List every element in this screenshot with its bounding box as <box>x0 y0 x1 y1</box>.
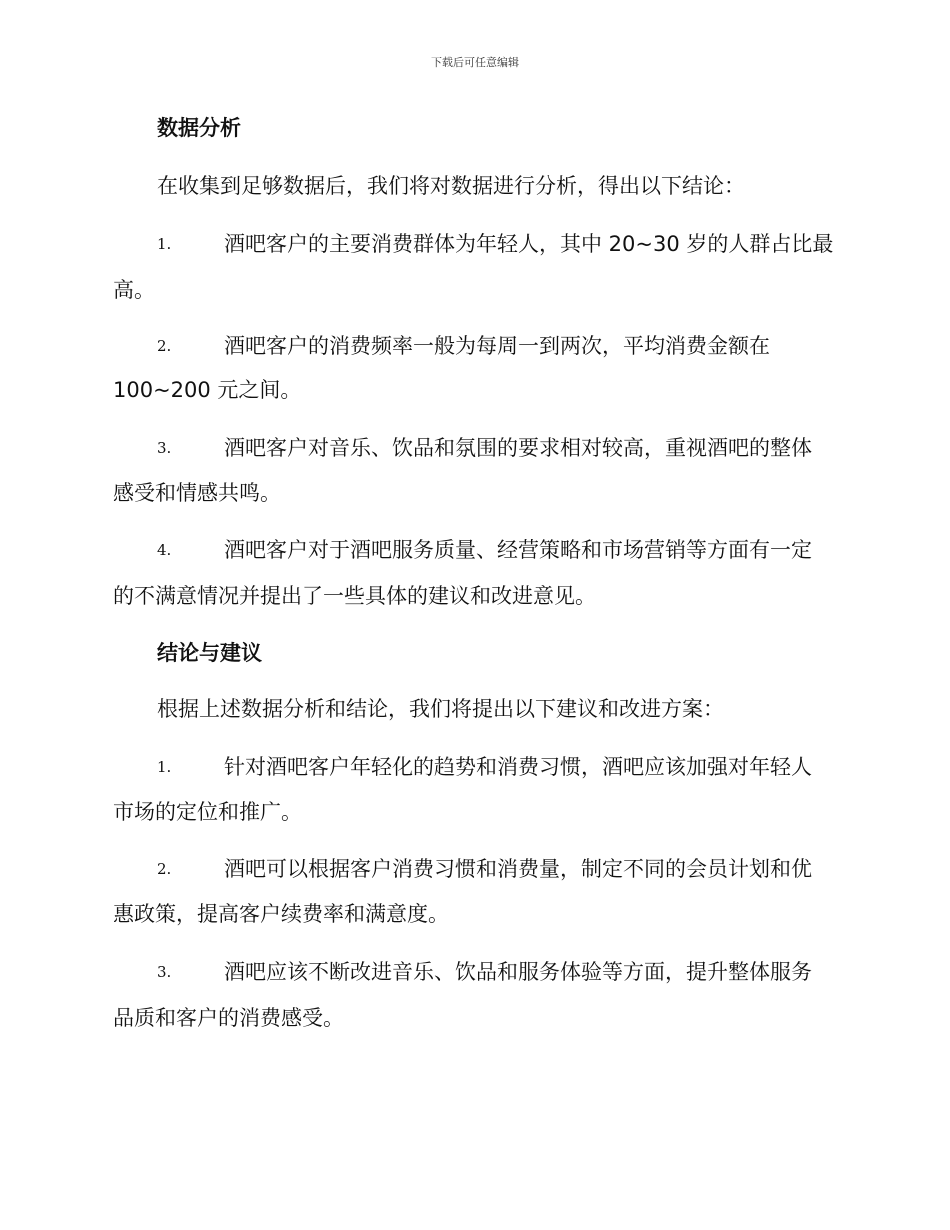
section-heading-conclusions: 结论与建议 <box>157 641 262 665</box>
list-item-text: 针对酒吧客户年轻化的趋势和消费习惯，酒吧应该加强对年轻人 <box>224 755 812 779</box>
list-item-text-continued: 感受和情感共鸣。 <box>113 481 281 505</box>
list-number: 4. <box>157 541 172 559</box>
list-item-text-continued: 高。 <box>113 278 155 302</box>
list-item-text: 酒吧客户对音乐、饮品和氛围的要求相对较高，重视酒吧的整体 <box>224 436 812 460</box>
list-item-text: 酒吧可以根据客户消费习惯和消费量，制定不同的会员计划和优 <box>224 857 812 881</box>
list-item-text: 酒吧客户对于酒吧服务质量、经营策略和市场营销等方面有一定 <box>224 538 812 562</box>
list-item-text-continued: 惠政策，提高客户续费率和满意度。 <box>113 902 449 926</box>
section-heading-data-analysis: 数据分析 <box>157 116 241 140</box>
list-item-text: 酒吧应该不断改进音乐、饮品和服务体验等方面，提升整体服务 <box>224 960 812 984</box>
list-number: 1. <box>157 235 172 253</box>
list-item-text-continued: 市场的定位和推广。 <box>113 800 302 824</box>
list-item-text-continued: 100~200 元之间。 <box>113 378 302 402</box>
list-item-text-continued: 品质和客户的消费感受。 <box>113 1006 344 1030</box>
list-number: 3. <box>157 439 172 457</box>
list-number: 2. <box>157 337 172 355</box>
list-number: 1. <box>157 758 172 776</box>
list-number: 2. <box>157 860 172 878</box>
section-intro: 在收集到足够数据后，我们将对数据进行分析，得出以下结论： <box>157 174 745 198</box>
list-item-text: 酒吧客户的消费频率一般为每周一到两次，平均消费金额在 <box>224 334 770 358</box>
list-item-text-continued: 的不满意情况并提出了一些具体的建议和改进意见。 <box>113 584 596 608</box>
list-number: 3. <box>157 963 172 981</box>
page-header: 下载后可任意编辑 <box>431 56 519 69</box>
section-intro: 根据上述数据分析和结论，我们将提出以下建议和改进方案： <box>157 697 724 721</box>
list-item-text: 酒吧客户的主要消费群体为年轻人，其中 20~30 岁的人群占比最 <box>224 232 834 256</box>
